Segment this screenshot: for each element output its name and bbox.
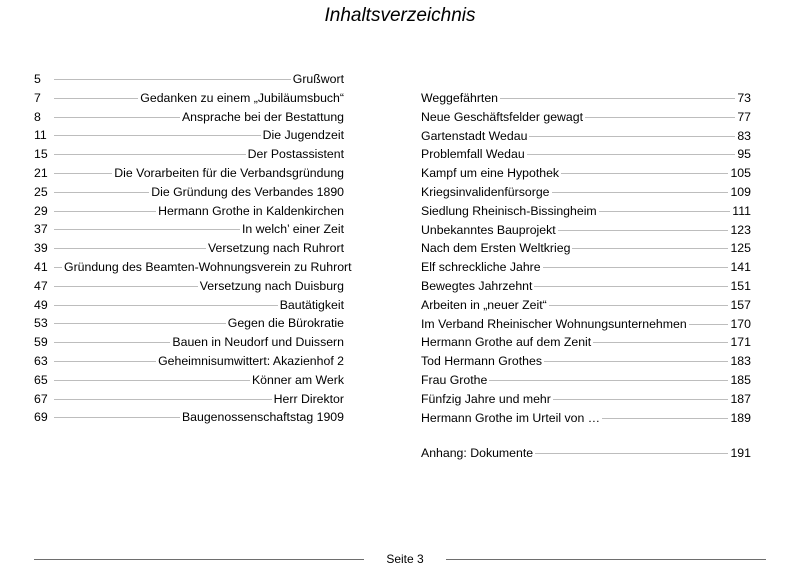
- toc-entry: [34, 91, 344, 110]
- toc-leader-line: [500, 98, 735, 99]
- toc-entry: [34, 147, 344, 166]
- toc-entry-page: 11: [34, 128, 47, 143]
- toc-leader-line: [54, 417, 180, 418]
- toc-entry-title: Hermann Grothe in Kaldenkirchen: [158, 203, 344, 218]
- toc-leader-line: [54, 248, 206, 249]
- toc-entry-page: 170: [730, 316, 751, 331]
- toc-entry-title: Tod Hermann Grothes: [421, 354, 542, 369]
- toc-entry-page: 21: [34, 165, 48, 180]
- toc-entry-title: Nach dem Ersten Weltkrieg: [421, 241, 571, 256]
- toc-entry: [421, 110, 751, 129]
- toc-entry: [421, 185, 751, 204]
- toc-entry: [421, 354, 751, 373]
- toc-right-column: [421, 91, 751, 465]
- toc-leader-line: [585, 117, 735, 118]
- toc-entry: [421, 317, 751, 336]
- toc-entry-title: Ansprache bei der Bestattung: [181, 109, 344, 124]
- toc-entry-page: 189: [730, 410, 751, 425]
- toc-entry-title: Baugenossenschaftstag 1909: [181, 410, 344, 425]
- toc-entry: [34, 410, 344, 429]
- toc-entry: [34, 241, 344, 260]
- toc-leader-line: [602, 418, 728, 419]
- toc-leader-line: [544, 361, 728, 362]
- toc-entry-page: 39: [34, 241, 48, 256]
- toc-entry-title: Im Verband Rheinischer Wohnungsunternehmen: [421, 316, 687, 331]
- toc-entry-page: 83: [737, 128, 751, 143]
- toc-entry-page: 123: [730, 222, 751, 237]
- toc-entry-title: Kampf um eine Hypothek: [421, 166, 560, 181]
- page-number: Seite 3: [386, 552, 424, 566]
- toc-leader-line: [54, 399, 272, 400]
- footer-rule-right: [446, 559, 766, 560]
- toc-entry-page: 151: [730, 278, 751, 293]
- toc-entry: [34, 354, 344, 373]
- toc-entry: [421, 166, 751, 185]
- toc-entry-title: Die Gründung des Verbandes 1890: [151, 184, 344, 199]
- toc-entry-title: Hermann Grothe im Urteil von …: [421, 410, 601, 425]
- toc-entry-page: 67: [34, 391, 48, 406]
- toc-leader-line: [535, 453, 728, 454]
- toc-entry-page: 105: [730, 166, 751, 181]
- toc-entry: [34, 166, 344, 185]
- toc-leader-line: [54, 135, 261, 136]
- toc-entry-page: 77: [737, 109, 751, 124]
- toc-leader-line: [54, 211, 156, 212]
- toc-entry-title: Bautätigkeit: [279, 297, 344, 312]
- toc-entry: [34, 279, 344, 298]
- toc-leader-line: [549, 305, 729, 306]
- toc-leader-line: [54, 229, 240, 230]
- toc-entry-title: Gedanken zu einem „Jubiläumsbuch“: [140, 90, 344, 105]
- toc-entry: [421, 446, 751, 465]
- toc-entry: [421, 223, 751, 242]
- toc-entry-page: 37: [34, 222, 48, 237]
- toc-entry-title: Die Jugendzeit: [262, 128, 344, 143]
- toc-entry-title: Gartenstadt Wedau: [421, 128, 528, 143]
- toc-leader-line: [54, 192, 149, 193]
- toc-entry-page: 25: [34, 184, 48, 199]
- toc-entry: [34, 222, 344, 241]
- toc-leader-line: [543, 267, 729, 268]
- toc-entry-page: 185: [730, 372, 751, 387]
- toc-leader-line: [54, 117, 180, 118]
- toc-entry-page: 183: [730, 354, 751, 369]
- toc-leader-line: [593, 342, 728, 343]
- toc-entry-page: 49: [34, 297, 48, 312]
- toc-entry: [34, 185, 344, 204]
- toc-entry: [34, 316, 344, 335]
- toc-entry: [34, 128, 344, 147]
- toc-entry-page: 191: [730, 446, 751, 461]
- toc-entry: [34, 110, 344, 129]
- toc-leader-line: [54, 305, 278, 306]
- toc-entry-title: Die Vorarbeiten für die Verbandsgründung: [114, 165, 344, 180]
- page-title: Inhaltsverzeichnis: [324, 5, 476, 26]
- toc-gap: [421, 429, 751, 446]
- toc-entry-title: Fünfzig Jahre und mehr: [421, 391, 551, 406]
- toc-entry-title: Geheimnisumwittert: Akazienhof 2: [158, 353, 344, 368]
- toc-entry-page: 187: [730, 391, 751, 406]
- toc-entry-page: 65: [34, 372, 48, 387]
- toc-entry: [421, 129, 751, 148]
- toc-leader-line: [54, 286, 198, 287]
- toc-leader-line: [527, 154, 736, 155]
- toc-entry-title: Versetzung nach Duisburg: [199, 278, 344, 293]
- toc-entry: [421, 279, 751, 298]
- toc-entry-page: 5: [34, 72, 41, 86]
- toc-entry-page: 157: [730, 297, 751, 312]
- toc-entry: [421, 260, 751, 279]
- toc-entry-page: 7: [34, 90, 41, 105]
- toc-entry-title: Könner am Werk: [251, 372, 344, 387]
- toc-leader-line: [54, 79, 291, 80]
- toc-entry-title: Weggefährten: [421, 91, 499, 105]
- toc-leader-line: [529, 136, 735, 137]
- toc-entry: [34, 373, 344, 392]
- toc-entry: [421, 204, 751, 223]
- toc-entry-page: 29: [34, 203, 48, 218]
- toc-entry-page: 47: [34, 278, 48, 293]
- toc-entry-title: Neue Geschäftsfelder gewagt: [421, 109, 584, 124]
- toc-entry-title: Kriegsinvalidenfürsorge: [421, 184, 550, 199]
- toc-entry-page: 95: [737, 147, 751, 162]
- toc-entry: [421, 411, 751, 430]
- toc-entry-title: Bewegtes Jahrzehnt: [421, 278, 533, 293]
- toc-entry-title: In welch’ einer Zeit: [241, 222, 344, 237]
- toc-entry-page: 53: [34, 316, 48, 331]
- toc-leader-line: [558, 230, 729, 231]
- toc-leader-line: [599, 211, 731, 212]
- toc-entry: [421, 392, 751, 411]
- toc-left-column: [34, 72, 352, 429]
- toc-entry-page: 141: [730, 260, 751, 275]
- toc-entry-title: Unbekanntes Bauprojekt: [421, 222, 556, 237]
- toc-entry: [34, 392, 344, 411]
- toc-entry-title: Problemfall Wedau: [421, 147, 525, 162]
- toc-entry: [421, 91, 751, 110]
- toc-entry: [34, 335, 344, 354]
- toc-entry: [421, 298, 751, 317]
- toc-leader-line: [689, 324, 729, 325]
- toc-leader-line: [54, 380, 250, 381]
- toc-entry-page: 41: [34, 259, 48, 274]
- toc-leader-line: [54, 154, 246, 155]
- toc-entry: [421, 335, 751, 354]
- toc-entry-title: Arbeiten in „neuer Zeit“: [421, 297, 547, 312]
- toc-leader-line: [54, 173, 112, 174]
- toc-entry: [34, 72, 344, 91]
- toc-leader-line: [54, 267, 62, 268]
- toc-leader-line: [54, 342, 170, 343]
- toc-leader-line: [572, 248, 728, 249]
- toc-entry: [421, 241, 751, 260]
- toc-entry-page: 171: [730, 335, 751, 350]
- toc-entry-page: 69: [34, 410, 48, 425]
- toc-entry: [34, 298, 344, 317]
- toc-entry-title: Grußwort: [292, 72, 344, 86]
- toc-entry-title: Frau Grothe: [421, 372, 488, 387]
- toc-entry-title: Hermann Grothe auf dem Zenit: [421, 335, 592, 350]
- toc-leader-line: [54, 323, 226, 324]
- toc-leader-line: [552, 192, 729, 193]
- toc-leader-line: [54, 98, 138, 99]
- toc-leader-line: [54, 361, 156, 362]
- toc-leader-line: [534, 286, 728, 287]
- toc-entry-title: Herr Direktor: [273, 391, 344, 406]
- toc-entry-title: Der Postassistent: [247, 147, 344, 162]
- toc-entry-title: Versetzung nach Ruhrort: [207, 241, 344, 256]
- toc-entry-title: Gründung des Beamten-Wohnungsverein zu Ruhrort: [64, 259, 352, 274]
- toc-leader-line: [561, 173, 728, 174]
- toc-leader-line: [489, 380, 728, 381]
- toc-entry-title: Anhang: Dokumente: [421, 446, 534, 461]
- toc-entry-title: Bauen in Neudorf und Duissern: [172, 335, 344, 350]
- toc-entry-page: 109: [730, 184, 751, 199]
- toc-entry: [421, 147, 751, 166]
- toc-entry: [421, 373, 751, 392]
- toc-entry-title: Siedlung Rheinisch-Bissingheim: [421, 203, 597, 218]
- toc-leader-line: [553, 399, 729, 400]
- toc-entry-page: 73: [737, 91, 751, 105]
- toc-entry-page: 63: [34, 353, 48, 368]
- toc-entry-page: 111: [732, 203, 751, 218]
- toc-entry-title: Gegen die Bürokratie: [227, 316, 344, 331]
- toc-entry: [34, 204, 344, 223]
- toc-entry-page: 59: [34, 335, 48, 350]
- toc-entry: [34, 259, 352, 279]
- toc-entry-page: 125: [730, 241, 751, 256]
- footer-rule-left: [34, 559, 364, 560]
- toc-entry-title: Elf schreckliche Jahre: [421, 260, 541, 275]
- toc-entry-page: 8: [34, 109, 41, 124]
- toc-entry-page: 15: [34, 147, 48, 162]
